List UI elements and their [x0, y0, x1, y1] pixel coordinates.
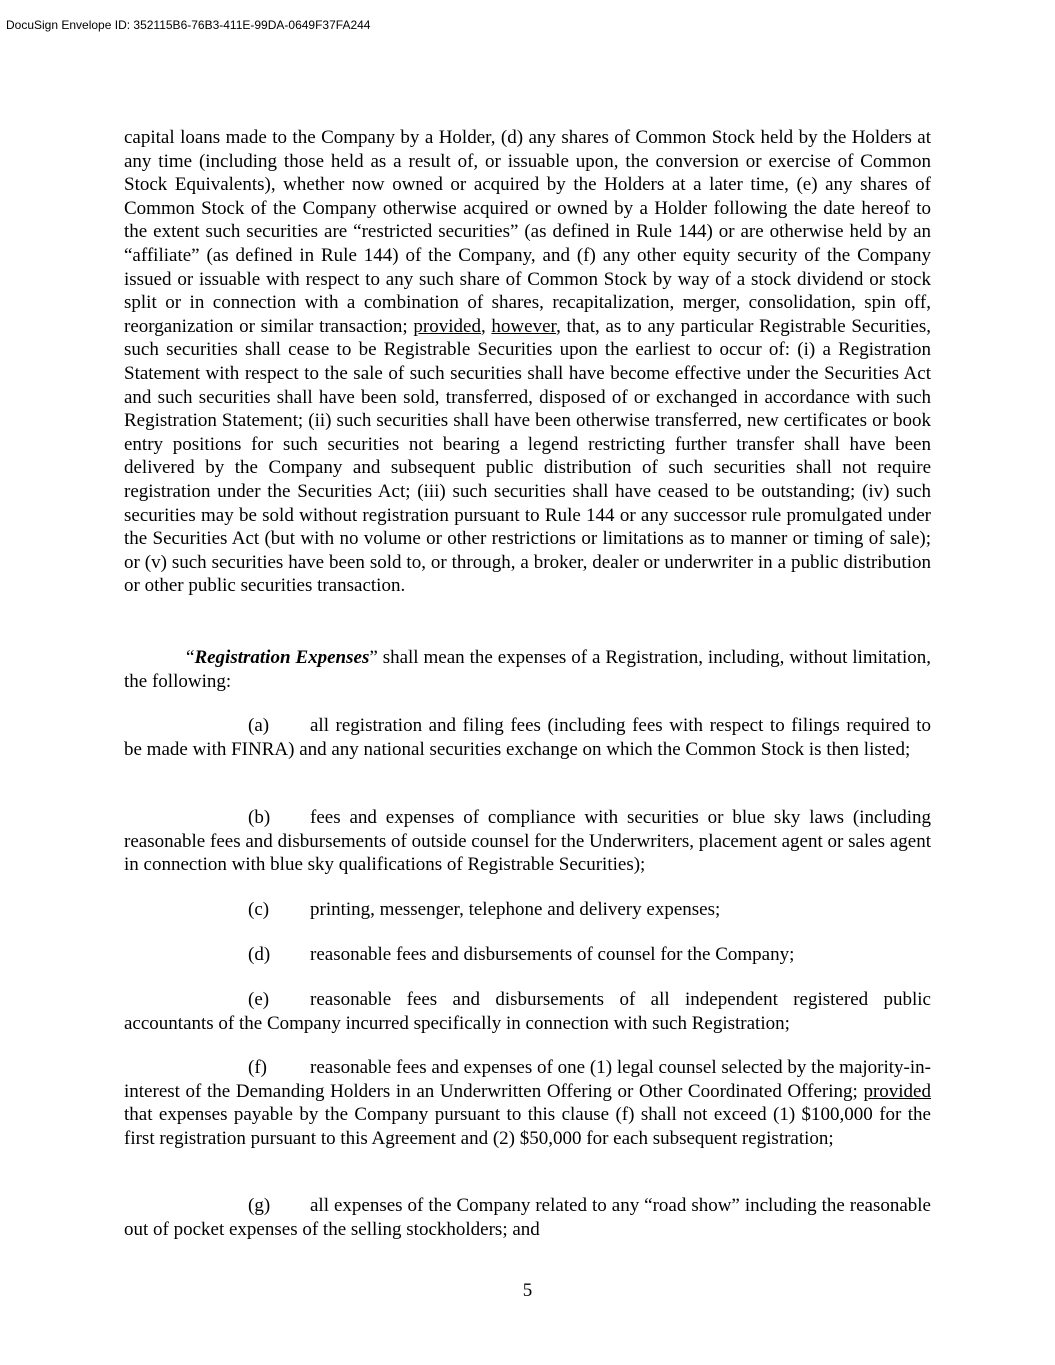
item-label: (f): [248, 1057, 267, 1078]
item-text: reasonable fees and disbursements of counsel for the Company;: [310, 944, 795, 965]
item-text: fees and expenses of compliance with securities or blue sky laws (including reasonable fees and disbursements of outside counsel for the Underwriters, placement agent or sales agent in connection with blue sky qualifications of Registrable Securities);: [124, 807, 931, 876]
item-text: all registration and filing fees (including fees with respect to filings required to be made with FINRA) and any national securities exchange on which the Common Stock is then listed;: [124, 715, 931, 760]
item-text-continued: that expenses payable by the Company pursuant to this clause (f) shall not exceed (1) $100,000 for the first registration pursuant to this Agreement and (2) $50,000 for each subsequent registration;: [124, 1104, 931, 1149]
item-text: all expenses of the Company related to any “road show” including the reasonable out of pocket expenses of the selling stockholders; and: [124, 1195, 931, 1240]
expense-item-d: [124, 943, 931, 967]
item-label: (c): [248, 899, 270, 920]
defined-term: Registration Expenses: [194, 647, 370, 668]
item-label: (a): [248, 715, 270, 736]
item-label: (d): [248, 944, 271, 965]
item-label: (b): [248, 807, 271, 828]
expense-item-b: [124, 806, 931, 877]
provided-term: provided: [863, 1080, 931, 1102]
expense-item-g: [124, 1194, 931, 1241]
item-text: reasonable fees and expenses of one (1) legal counsel selected by the majority-in-interest of the Demanding Holders in an Underwritten Offering or Other Coordinated Offering;: [124, 1057, 931, 1102]
item-label: (g): [248, 1195, 271, 1216]
registrable-securities-continuation: capital loans made to the Company by a Holder, (d) any shares of Common Stock held by the Holders at any time (including those held as a result of, or issuable upon, the conversion or exercise of Common Stock Equivalents), whether now owned or acquired by the Holders at a later time, (e) any shares of Common Stock of the Company otherwise acquired or owned by a Holder following the date hereof to the extent such securities are “restricted securities” (as defined in Rule 144) or are otherwise held by an “affiliate” (as defined in Rule 144) of the Company, and (f) any other equity security of the Company issued or issuable with respect to any such share of Common Stock by way of a stock dividend or stock split or in connection with a combination of shares, recapitalization, merger, consolidation, spin off, reorganization or similar transaction; provided, however, that, as to any particular Registrable Securities, such securities shall cease to be Registrable Securities upon the earliest to occur of: (i) a Registration Statement with respect to the sale of such securities shall have become effective under the Securities Act and such securities shall have been sold, transferred, disposed of or exchanged in accordance with such Registration Statement; (ii) such securities shall have been otherwise transferred, new certificates or book entry positions for such securities not bearing a legend restricting further transfer shall have been delivered by the Company and subsequent public distribution of such securities shall not require registration under the Securities Act; (iii) such securities shall have ceased to be outstanding; (iv) such securities may be sold without registration pursuant to Rule 144 or any successor rule promulgated under the Securities Act (but with no volume or other restrictions or limitations as to manner or timing of sale); or (v) such securities have been sold to, or through, a broker, dealer or underwriter in a public distribution or other public securities transaction.: [124, 127, 931, 597]
expense-item-f: [124, 1056, 931, 1150]
item-text: printing, messenger, telephone and delivery expenses;: [310, 899, 721, 920]
item-text: reasonable fees and disbursements of all independent registered public accountants of the Company incurred specifically in connection with such Registration;: [124, 989, 931, 1034]
page-number: 5: [522, 1280, 533, 1301]
expense-item-e: [124, 988, 931, 1035]
continuation-text-1: capital loans made to the Company by a Holder, (d) any shares of Common Stock held by the Holders at any time (including those held as a result of, or issuable upon, the conversion or exercise of Common Stock Equivalents), whether now owned or acquired by the Holders at a later time, (e) any shares of Common Stock of the Company otherwise acquired or owned by a Holder following the date hereof to the extent such securities are “restricted securities” (as defined in Rule 144) or are otherwise held by an “affiliate” (as defined in Rule 144) of the Company, and (f) any other equity security of the Company issued or issuable with respect to any such share of Common Stock by way of a stock dividend or stock split or in connection with a combination of shares, recapitalization, merger, consolidation, spin off, reorganization or similar transaction;: [124, 127, 931, 337]
docusign-envelope-id: DocuSign Envelope ID: 352115B6-76B3-411E-99DA-0649F37FA244: [6, 18, 371, 32]
expense-item-a: [124, 714, 931, 761]
provided-term: provided: [413, 315, 481, 337]
registration-expenses-definition: “Registration Expenses” shall mean the expenses of a Registration, including, without limitation, the following:: [124, 647, 931, 692]
continuation-text-2: , that, as to any particular Registrable Securities, such securities shall cease to be Registrable Securities upon the earliest to occur of: (i) a Registration Statement with respect to the sale of such securities shall have become effective under the Securities Act and such securities shall have been sold, transferred, disposed of or exchanged in accordance with such Registration Statement; (ii) such securities shall have been otherwise transferred, new certificates or book entry positions for such securities not bearing a legend restricting further transfer shall have been delivered by the Company and subsequent public distribution of such securities shall not require registration under the Securities Act; (iii) such securities shall have ceased to be outstanding; (iv) such securities may be sold without registration pursuant to Rule 144 or any successor rule promulgated under the Securities Act (but with no volume or other restrictions or limitations as to manner or timing of sale); or (v) such securities have been sold to, or through, a broker, dealer or underwriter in a public distribution or other public securities transaction.: [124, 315, 931, 597]
however-term: however: [491, 315, 557, 337]
item-label: (e): [248, 989, 270, 1010]
expense-item-c: [124, 898, 931, 922]
